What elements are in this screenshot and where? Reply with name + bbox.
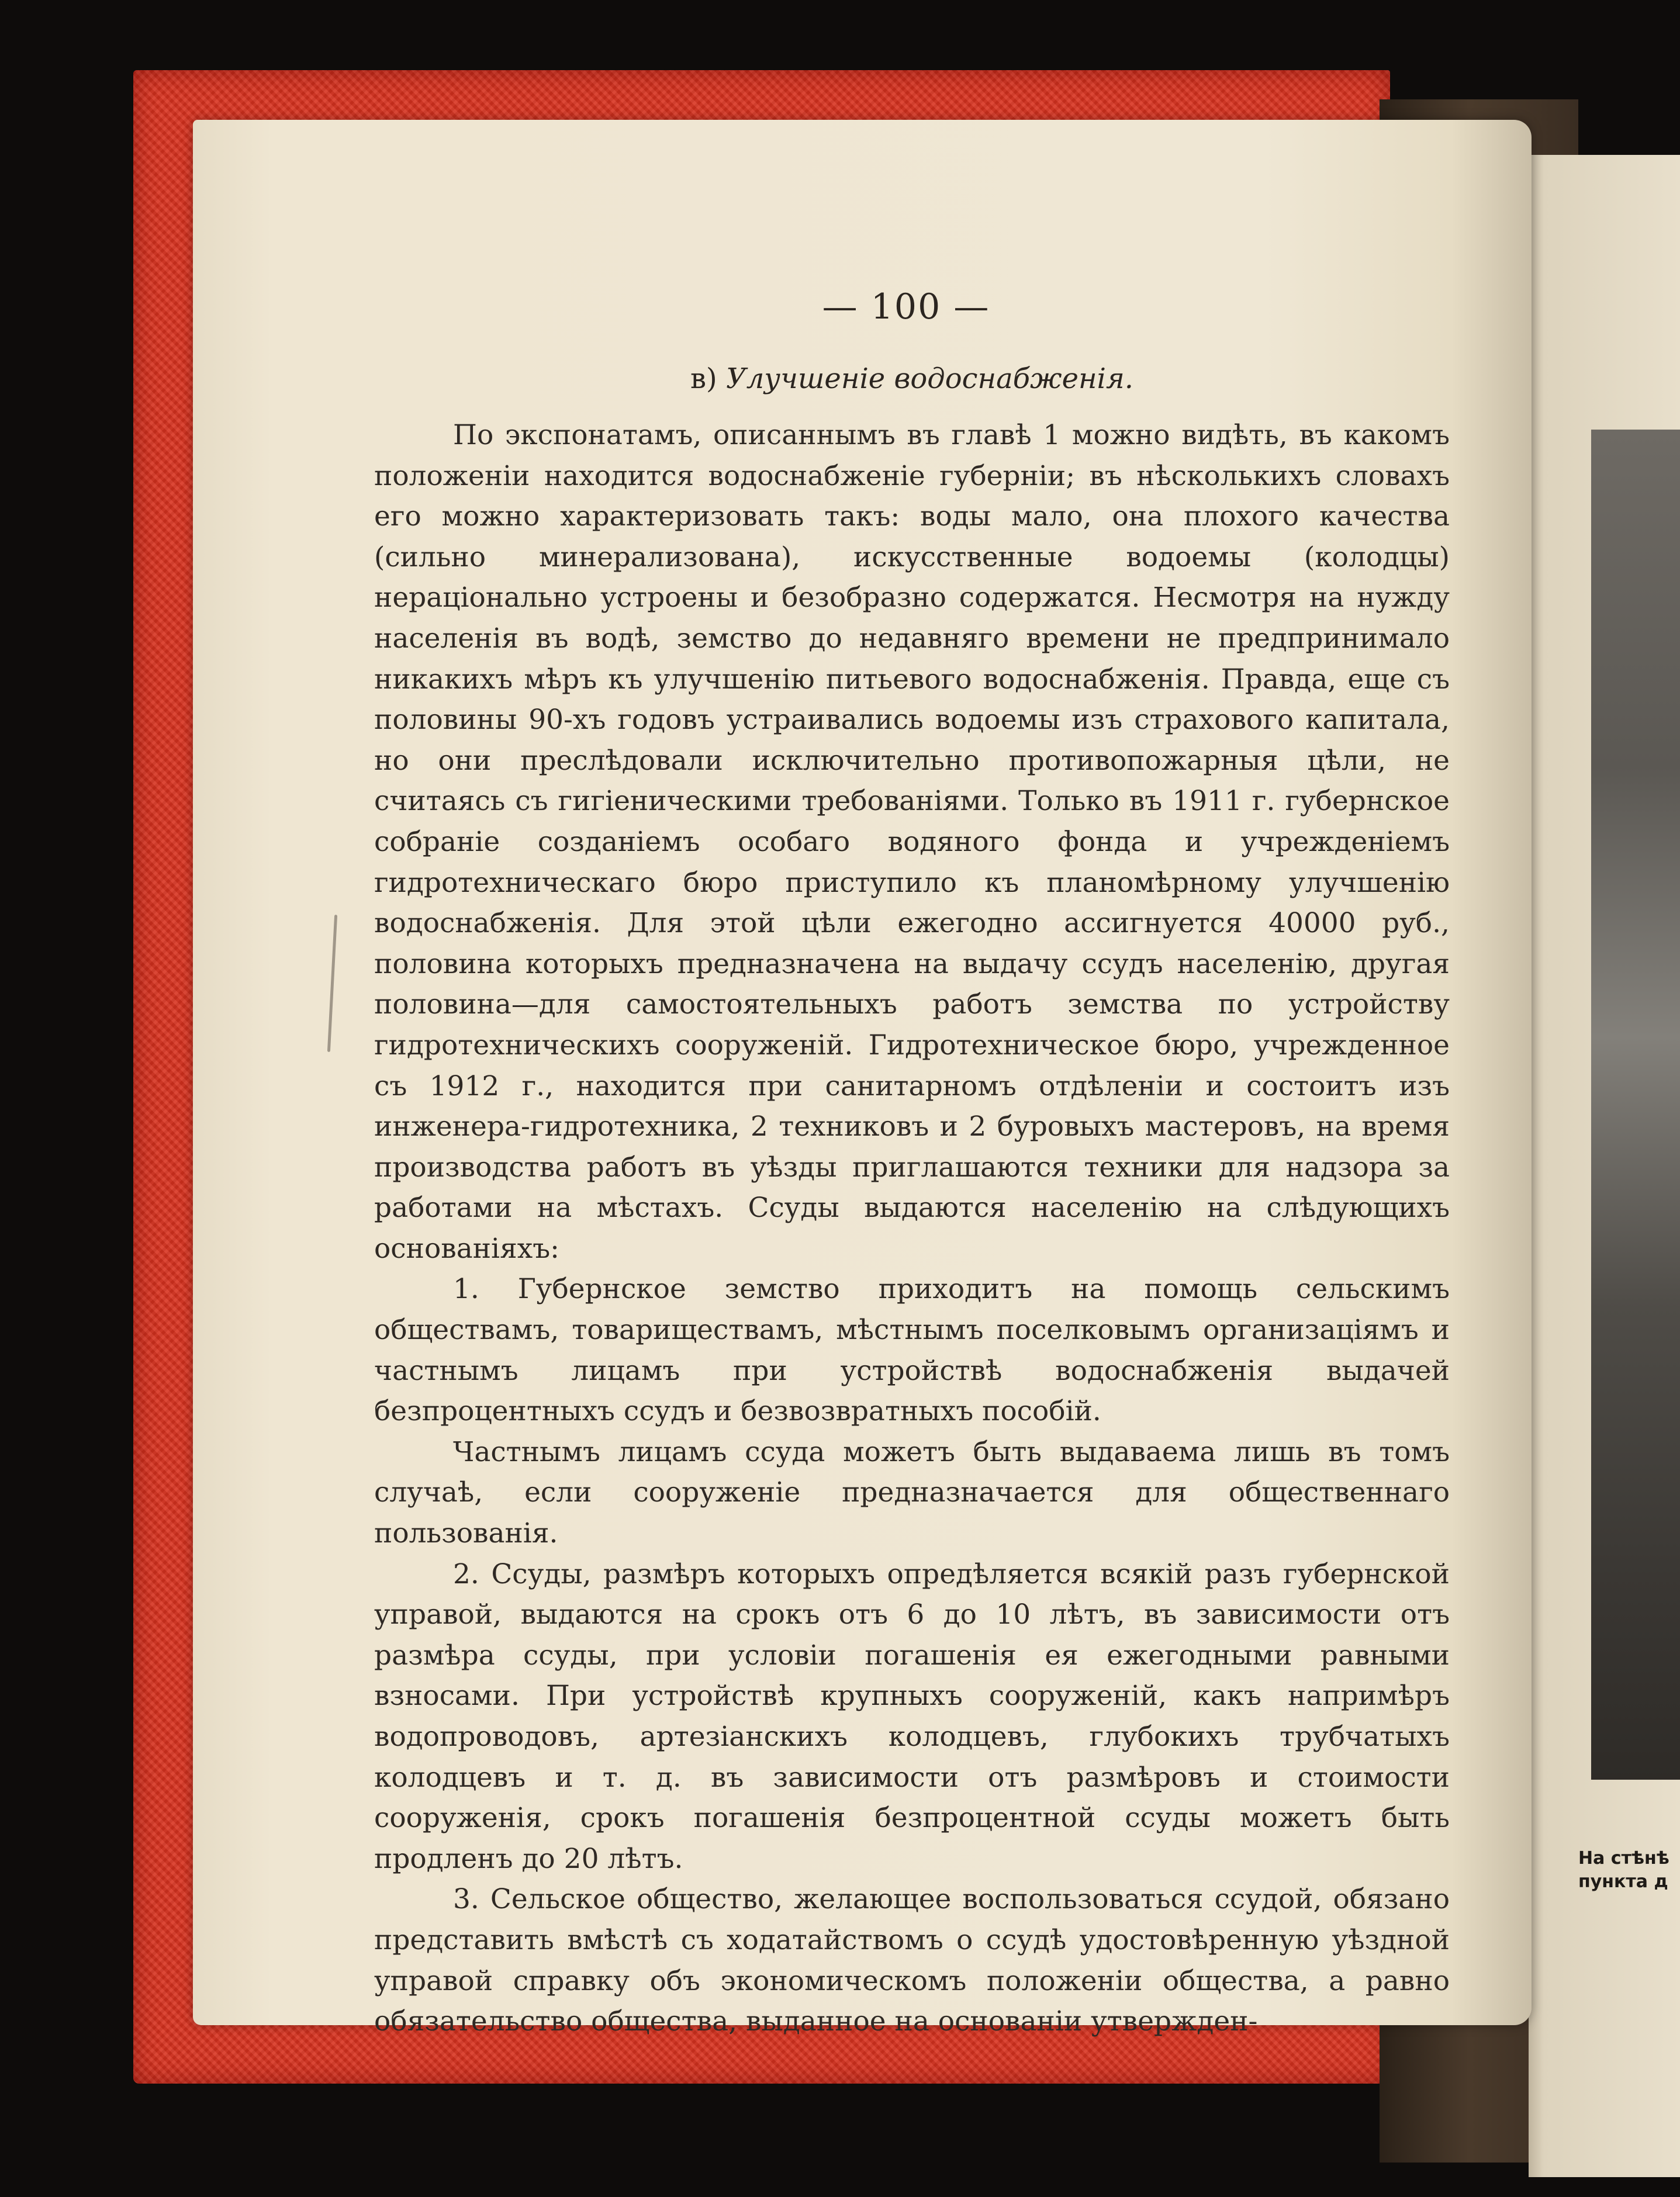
paragraph: 3. Сельское общество, желающее воспользоваться ссудой, обязано представить вмѣстѣ съ ходатайствомъ о ссудѣ удостовѣренную уѣздной управой справку объ экономическомъ положеніи общества, а равно обязательство общества, выданное на основаніи утвержден- bbox=[374, 1883, 1450, 2038]
caption-line-1: На стѣнѣ bbox=[1578, 1848, 1669, 1869]
paragraph: По экспонатамъ, описаннымъ въ главѣ 1 можно видѣть, въ какомъ положеніи находится водоснабженіе губерніи; въ нѣсколькихъ словахъ его можно характеризовать такъ: воды мало, она плохого качества (сильно минерализована), искусственные водоемы (колодцы) нераціонально устроены и безобразно содержатся. Несмотря на нужду населенія въ водѣ, земство до недавняго времени не предпринимало никакихъ мѣръ къ улучшенію питьевого водоснабженія. Правда, еще съ половины 90-хъ годовъ устраивались водоемы изъ страхового капитала, но они преслѣдовали исключительно противопожарныя цѣли, не считаясь съ гигіеническими требованіями. Только въ 1911 г. губернское собраніе созданіемъ особаго водяного фонда и учрежденіемъ гидротехническаго бюро приступило къ планомѣрному улучшенію водоснабженія. Для этой цѣли ежегодно ассигнуется 40000 руб., половина которыхъ предназначена на выдачу ссудъ населенію, другая половина—для самостоятельныхъ работъ земства по устройству гидротехническихъ сооруженій. Гидротехническое бюро, учрежденное съ 1912 г., находится при санитарномъ отдѣленіи и состоитъ изъ инженера-гидротехника, 2 техниковъ и 2 буровыхъ мастеровъ, на время производства работъ въ уѣзды приглашаются техники для надзора за работами на мѣстахъ. Ссуды выдаются населенію на слѣдующихъ основаніяхъ: bbox=[374, 419, 1450, 1265]
section-marker: в) bbox=[690, 362, 717, 395]
page-number: — 100 — bbox=[822, 286, 990, 327]
section-title: Улучшеніе водоснабженія. bbox=[726, 362, 1134, 395]
paragraph: Частнымъ лицамъ ссуда можетъ быть выдаваема лишь въ томъ случаѣ, если сооруженіе предназначается для общественнаго пользованія. bbox=[374, 1435, 1450, 1550]
body-text bbox=[374, 415, 1450, 2042]
paragraph: 1. Губернское земство приходитъ на помощь сельскимъ обществамъ, товариществамъ, мѣстнымъ поселковымъ организаціямъ и частнымъ лицамъ при устройствѣ водоснабженія выдачей безпроцентныхъ ссудъ и безвозвратныхъ пособій. bbox=[374, 1273, 1450, 1428]
facing-page-caption bbox=[1578, 1847, 1680, 1894]
section-heading bbox=[374, 362, 1450, 395]
paragraph: 2. Ссуды, размѣръ которыхъ опредѣляется всякій разъ губернской управой, выдаются на срокъ отъ 6 до 10 лѣтъ, въ зависимости отъ размѣра ссуды, при условіи погашенія ея ежегодными равными взносами. При устройствѣ крупныхъ сооруженій, какъ напримѣръ водопроводовъ, артезіанскихъ колодцевъ, глубокихъ трубчатыхъ колодцевъ и т. д. въ зависимости отъ размѣровъ и стоимости сооруженія, срокъ погашенія безпроцентной ссуды можетъ быть продленъ до 20 лѣтъ. bbox=[374, 1558, 1450, 1875]
facing-page-photo bbox=[1591, 430, 1680, 1780]
caption-line-2: пункта д bbox=[1578, 1871, 1668, 1892]
